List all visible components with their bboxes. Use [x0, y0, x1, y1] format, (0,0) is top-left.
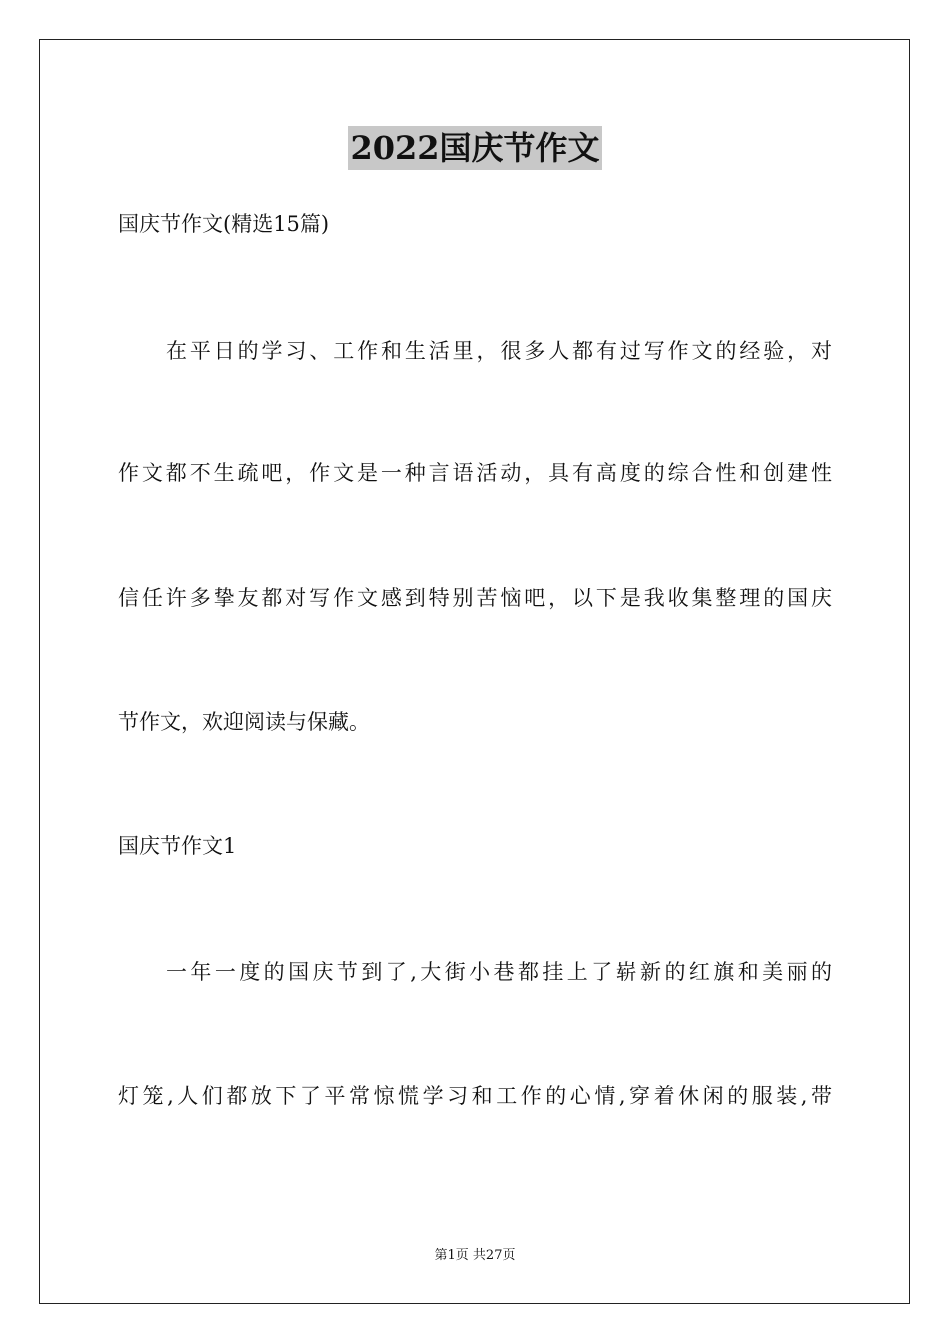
document-title-wrap [0, 126, 950, 170]
intro-line-4: 节作文，欢迎阅读与保藏。 [118, 710, 370, 734]
body-line-2: 灯笼,人们都放下了平常惊慌学习和工作的心情,穿着休闲的服装,带 [118, 1084, 832, 1108]
intro-line-1: 在平日的学习、工作和生活里，很多人都有过写作文的经验，对 [166, 339, 832, 363]
section-heading: 国庆节作文1 [118, 834, 237, 858]
document-subtitle: 国庆节作文(精选15篇) [118, 212, 330, 236]
intro-line-2: 作文都不生疏吧，作文是一种言语活动，具有高度的综合性和创建性 [118, 461, 832, 485]
document-title: 2022国庆节作文 [348, 126, 601, 170]
page-number: 第1页 共27页 [434, 1248, 516, 1263]
body-line-1: 一年一度的国庆节到了,大街小巷都挂上了崭新的红旗和美丽的 [166, 960, 832, 984]
intro-line-3: 信任许多挚友都对写作文感到特别苦恼吧，以下是我收集整理的国庆 [118, 586, 832, 610]
